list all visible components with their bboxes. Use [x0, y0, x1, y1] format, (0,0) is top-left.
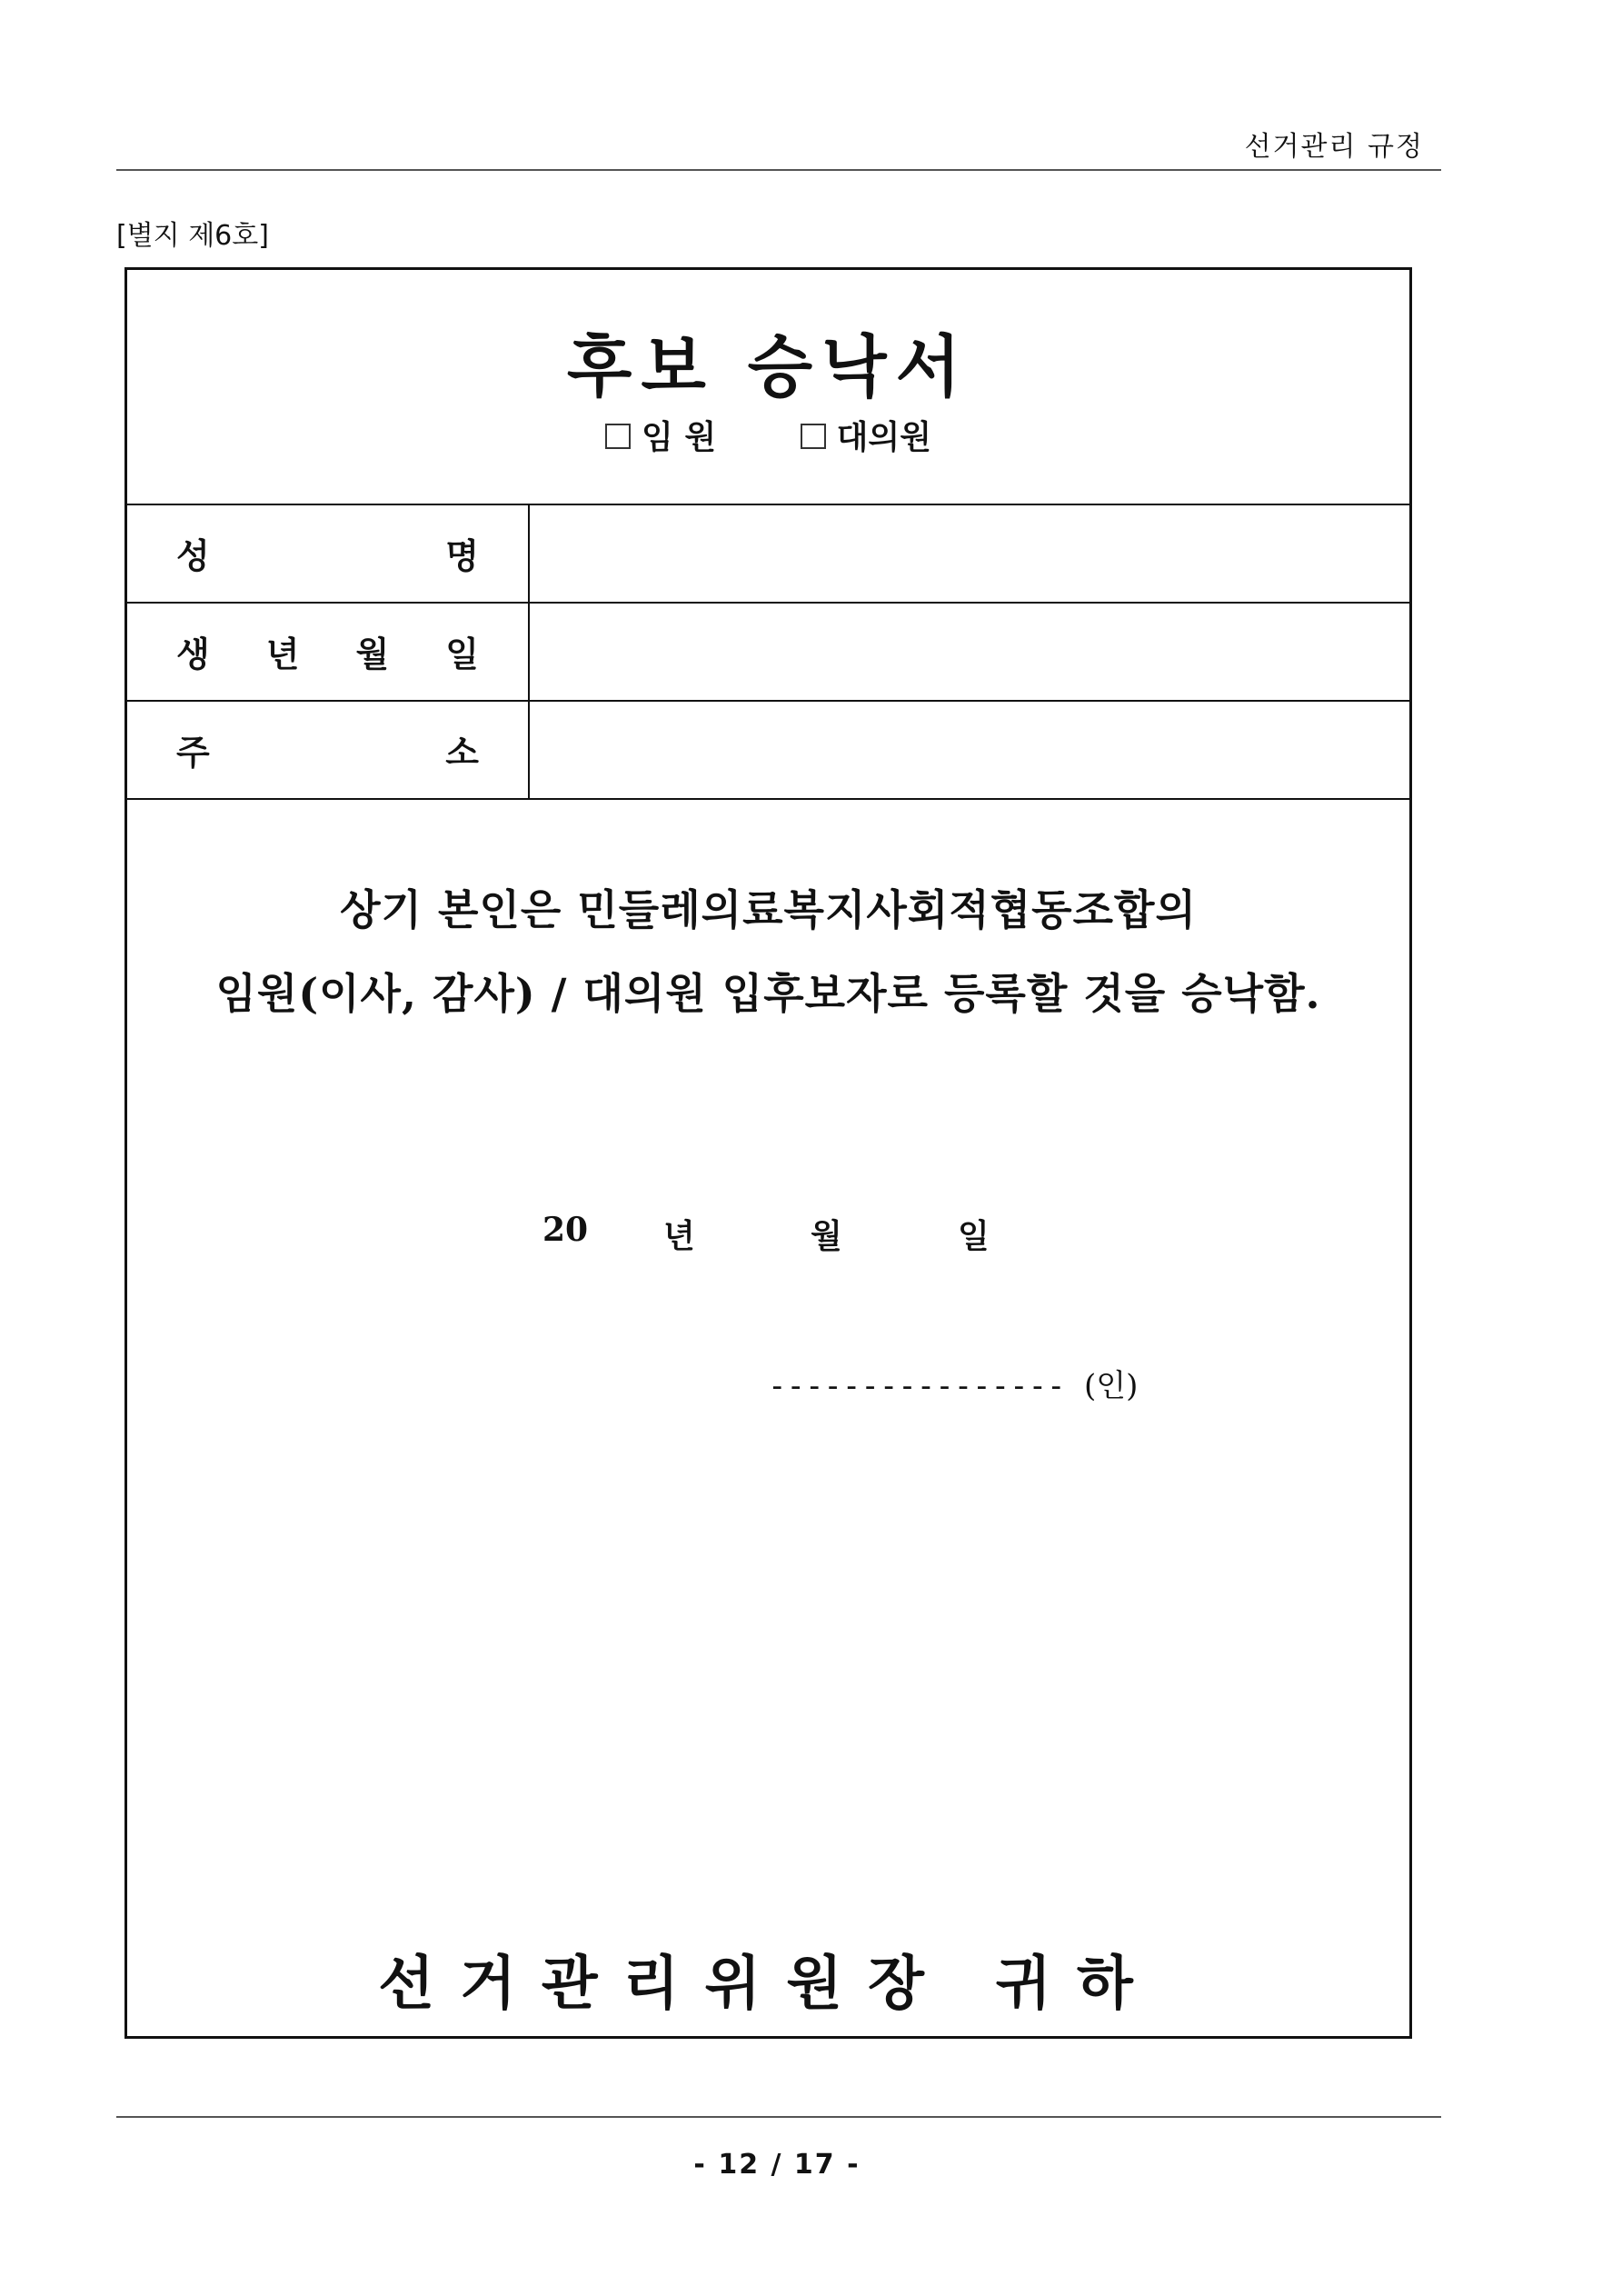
field-label-birthdate [127, 602, 530, 700]
document-header-title: 선거관리 규정 [1244, 131, 1424, 163]
label-char: 소 [445, 731, 479, 773]
label-char: 생 [176, 633, 210, 674]
option-delegate[interactable] [801, 412, 931, 458]
option-officer-label: 임 원 [642, 418, 717, 456]
option-delegate-label: 대의원 [836, 418, 931, 456]
annex-label: [별지 제6호] [116, 220, 269, 252]
date-day-unit: 일 [958, 1217, 990, 1255]
label-char: 성 [176, 534, 210, 576]
date-year-unit: 년 [663, 1217, 695, 1255]
field-value-name[interactable] [532, 504, 1409, 602]
form-box [124, 267, 1412, 2039]
statement-line-2: 임원(이사, 감사) / 대의원 입후보자로 등록할 것을 승낙함. [215, 969, 1321, 1018]
signature-blank[interactable]: ---------------- [768, 1368, 1066, 1404]
field-row-name [127, 504, 1409, 604]
header-rule [116, 169, 1441, 171]
signature-line [768, 1361, 1138, 1405]
label-char: 월 [355, 633, 390, 674]
label-char: 명 [445, 534, 479, 576]
field-label-address [127, 700, 530, 798]
date-year-prefix: 20 [542, 1211, 589, 1249]
field-value-address[interactable] [532, 700, 1409, 798]
checkbox-officer[interactable] [605, 424, 631, 449]
option-officer[interactable] [605, 412, 716, 458]
label-char: 일 [445, 633, 479, 674]
field-label-name [127, 504, 530, 602]
footer-rule [116, 2116, 1441, 2118]
checkbox-delegate[interactable] [801, 424, 826, 449]
label-char: 년 [265, 633, 300, 674]
statement-line-1: 상기 본인은 민들레의료복지사회적협동조합의 [340, 885, 1197, 934]
field-row-address [127, 700, 1409, 800]
position-options [127, 412, 1409, 458]
seal-mark: (인) [1084, 1368, 1139, 1404]
label-char: 주 [176, 731, 210, 773]
form-title: 후보 승낙서 [566, 328, 970, 406]
date-month-unit: 월 [811, 1217, 842, 1255]
field-row-birthdate [127, 602, 1409, 702]
addressee: 선거관리위원장 귀하 [378, 1950, 1159, 2018]
page-number: - 12 / 17 - [693, 2149, 861, 2181]
form-title-area [127, 270, 1409, 505]
field-value-birthdate[interactable] [532, 602, 1409, 700]
